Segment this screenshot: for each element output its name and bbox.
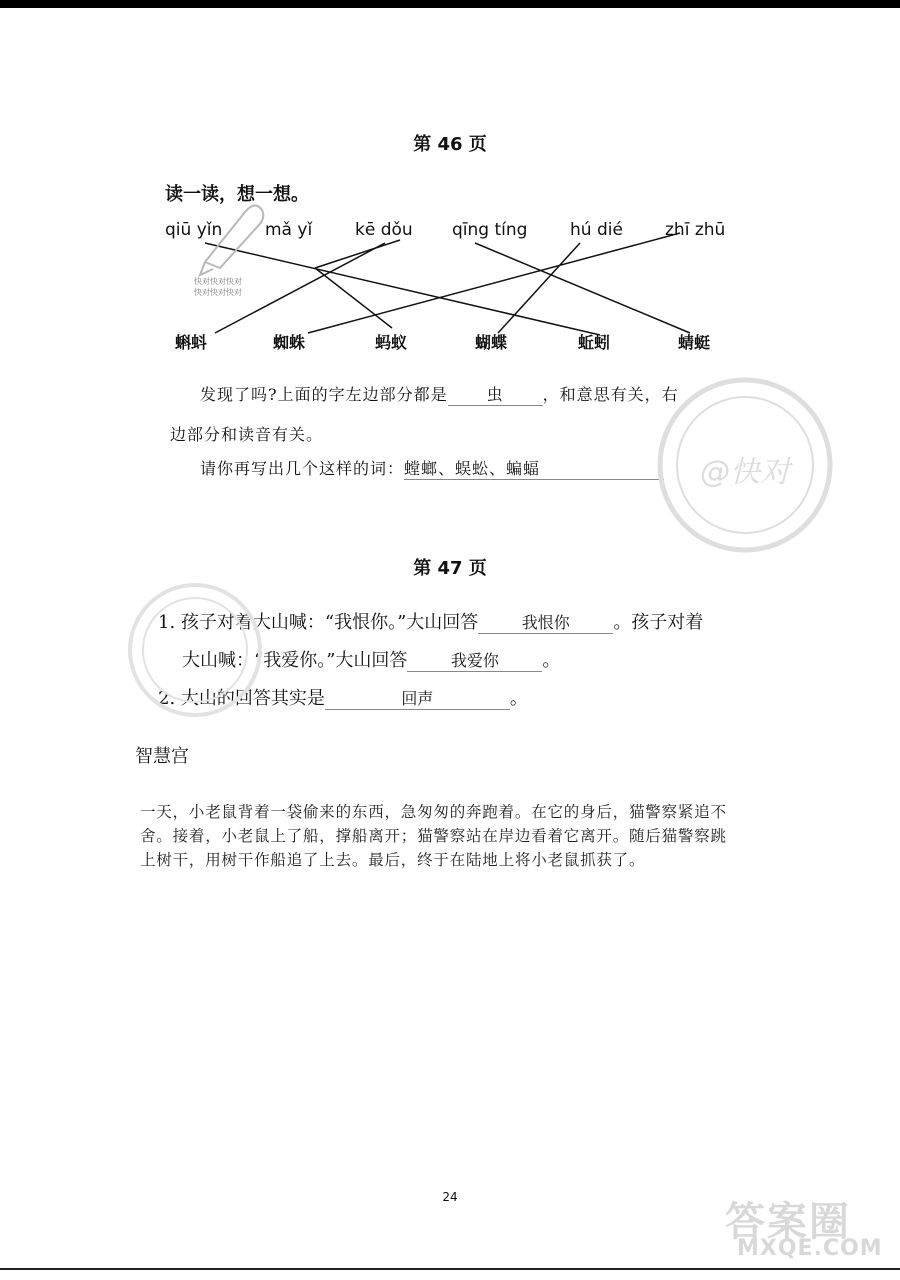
- pen-watermark-icon: [200, 205, 263, 275]
- bottom-border: [0, 1268, 900, 1270]
- hanzi-mayi: 蚂蚁: [375, 333, 408, 352]
- q1-line2: 大山喊：“我爱你。”大山回答 我爱你 。: [182, 650, 561, 671]
- discover-question-line2: 边部分和读音有关。: [170, 425, 324, 444]
- pinyin-hudie: hú dié: [570, 220, 623, 240]
- match-line-mayi: [315, 240, 400, 268]
- svg-text:@快对: @快对: [700, 455, 790, 490]
- page-47-heading: 第 47 页: [413, 558, 487, 579]
- pinyin-mayi: mǎ yǐ: [265, 220, 313, 240]
- pinyin-zhizhu: zhī zhū: [665, 220, 726, 240]
- write-more-line: 请你再写出几个这样的词：螳螂、蜈蚣、蝙蝠: [200, 456, 664, 480]
- wisdom-story: 一天，小老鼠背着一袋偷来的东西，急匆匆的奔跑着。在它的身后，猫警察紧追不舍。接着，小老鼠上了船，撑船离开；猫警察站在岸边看着它离开。随后猫警察跳上树干，用树干作船追了上去。最后，终于在陆地上将小老鼠抓获了。: [140, 803, 727, 869]
- read-think-title: 读一读，想一想。: [165, 184, 309, 205]
- q1-answer1: 我恨你: [478, 610, 613, 634]
- q1-answer2: 我爱你: [407, 648, 542, 672]
- page-46-heading: 第 46 页: [413, 134, 487, 155]
- wisdom-title: 智慧宫: [135, 746, 189, 767]
- watermark-stamp-left: [120, 575, 270, 725]
- match-line-qingting: [475, 243, 690, 333]
- pinyin-qiuyin: qiū yǐn: [165, 220, 223, 240]
- pinyin-qingting: qīng tíng: [452, 220, 528, 240]
- matching-lines: [0, 0, 900, 400]
- match-line-zhizhu: [308, 233, 680, 333]
- q2-line: 2. 大山的回答其实是 回声 。: [158, 688, 528, 709]
- corner-watermark-logo: 答案圈 MXQE.COM: [725, 1199, 883, 1261]
- discover-question-line1: 发现了吗?上面的字左边部分都是 虫 ，和意思有关，右: [200, 382, 679, 406]
- hanzi-kedou: 蝌蚪: [175, 333, 208, 352]
- watermark-stamp-right: [650, 370, 840, 560]
- hanzi-zhizhu: 蜘蛛: [273, 333, 306, 352]
- hanzi-qiuyin: 蚯蚓: [578, 333, 611, 352]
- pinyin-kedou: kē dǒu: [355, 220, 413, 240]
- write-more-answer: 螳螂、蜈蚣、蝙蝠: [404, 456, 664, 480]
- hanzi-hudie: 蝴蝶: [475, 333, 508, 352]
- small-watermark: 快对快对快对 快对快对快对: [194, 277, 242, 297]
- hanzi-qingting: 蜻蜓: [678, 333, 711, 352]
- match-line-hudie: [498, 243, 580, 333]
- radical-answer: 虫: [448, 382, 543, 406]
- q2-answer: 回声: [325, 686, 510, 710]
- match-line-qiuyin: [205, 243, 600, 335]
- page-number: 24: [442, 1190, 458, 1204]
- q1-line1: 1. 孩子对着大山喊：“我恨你。”大山回答 我恨你 。孩子对着: [158, 612, 704, 633]
